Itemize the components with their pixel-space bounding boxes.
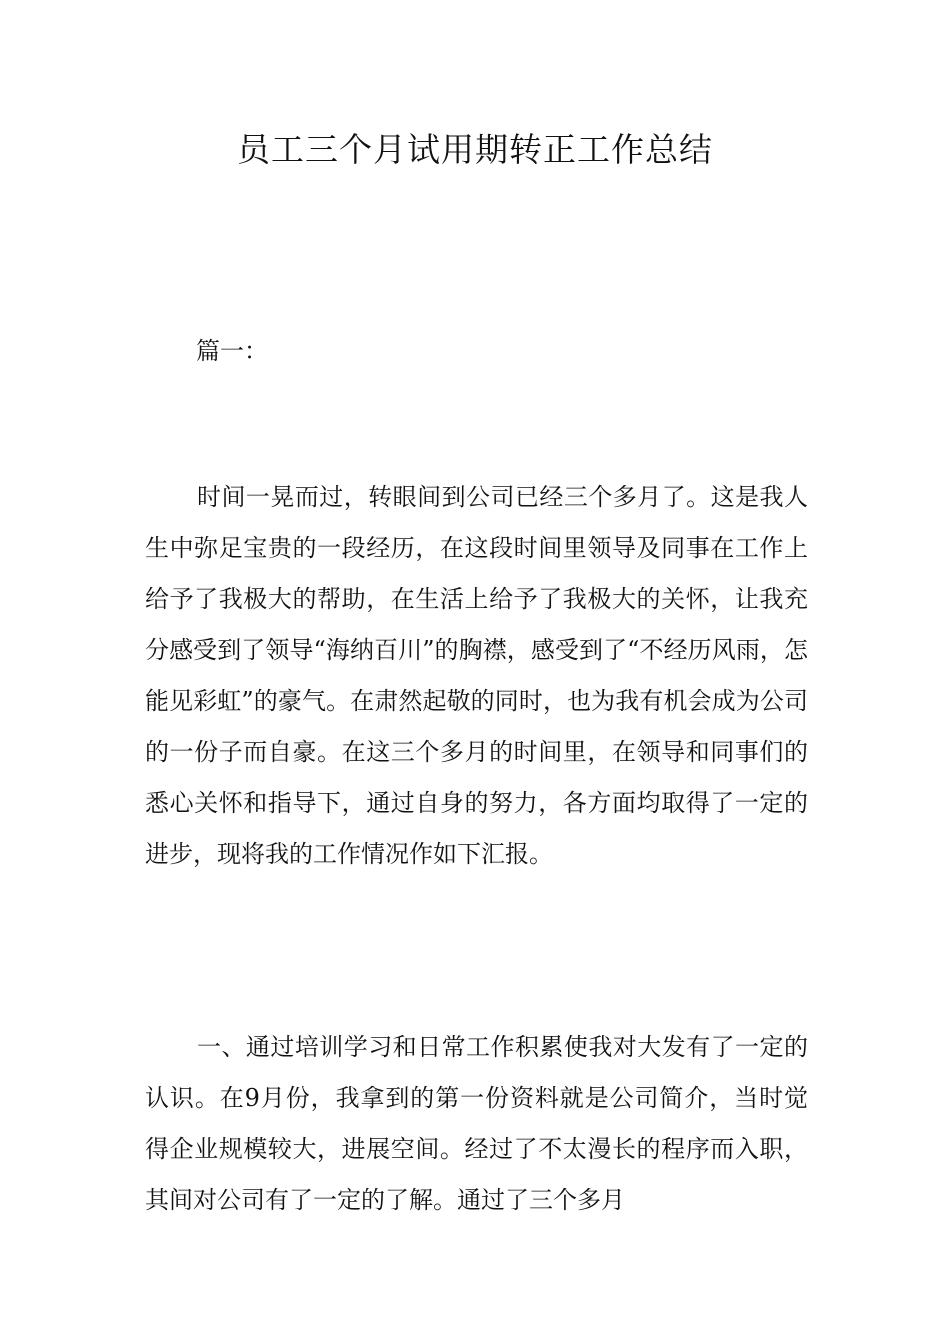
- paragraph-2: 一、通过培训学习和日常工作积累使我对大发有了一定的认识。在9月份，我拿到的第一份资料就是公司简介，当时觉得企业规模较大，进展空间。经过了不太漫长的程序而入职，其间对公司有了一定的了解。通过了三个多月: [145, 1033, 808, 1214]
- paragraph-1: 时间一晃而过，转眼间到公司已经三个多月了。这是我人生中弥足宝贵的一段经历，在这段时间里领导及同事在工作上给予了我极大的帮助，在生活上给予了我极大的关怀，让我充分感受到了领导“海纳百川”的胸襟，感受到了“不经历风雨，怎能见彩虹”的豪气。在肃然起敬的同时，也为我有机会成为公司的一份子而自豪。在这三个多月的时间里，在领导和同事们的悉心关怀和指导下，通过自身的努力，各方面均取得了一定的进步，现将我的工作情况作如下汇报。: [145, 483, 808, 868]
- section-label: 篇一：: [196, 337, 268, 365]
- document-title: 员工三个月试用期转正工作总结: [237, 130, 713, 169]
